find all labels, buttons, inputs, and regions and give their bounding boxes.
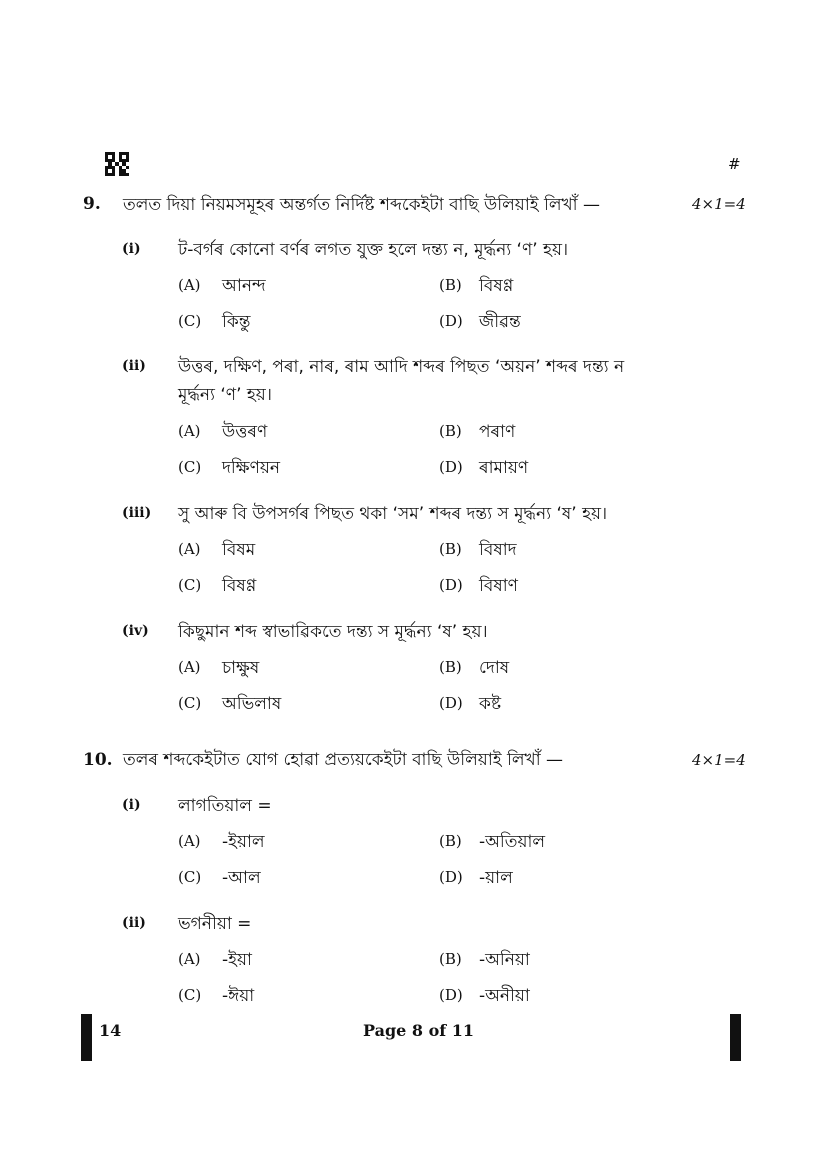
option-text: উত্তৰণ <box>222 422 268 442</box>
option-letter: (B) <box>439 276 462 294</box>
option-letter: (D) <box>439 312 463 330</box>
option-text: -ইয়াল <box>222 832 265 852</box>
option-letter: (C) <box>178 458 202 476</box>
sub-question-text: লাগতিয়াল = <box>178 796 272 816</box>
option-letter: (B) <box>439 950 462 968</box>
question-number: 9. <box>83 194 101 214</box>
sub-question-text: ট-বৰ্গৰ কোনো বৰ্ণৰ লগত যুক্ত হলে দন্ত্য ন, মূৰ্দ্ধন্য ‘ণ’ হয়। <box>178 240 569 260</box>
option-text: -আল <box>222 868 261 888</box>
option-text: কষ্ট <box>479 694 502 714</box>
sub-question-text: উত্তৰ, দক্ষিণ, পৰা, নাৰ, ৰাম আদি শব্দৰ পিছত ‘অয়ন’ শব্দৰ দন্ত্য ন <box>178 357 625 377</box>
paper-code: 14 <box>99 1021 122 1040</box>
option-text: দোষ <box>479 658 510 678</box>
option-letter: (C) <box>178 694 202 712</box>
option-text: কিন্তু <box>222 312 251 332</box>
option-letter: (B) <box>439 658 462 676</box>
option-letter: (D) <box>439 458 463 476</box>
question-number: 10. <box>83 750 113 770</box>
option-text: -অতিয়াল <box>479 832 546 852</box>
option-letter: (B) <box>439 422 462 440</box>
option-text: -য়াল <box>479 868 513 888</box>
option-text: জীৱন্ত <box>479 312 521 332</box>
question-text: তলত দিয়া নিয়মসমূহৰ অন্তৰ্গত নিৰ্দিষ্ট শব্দকেইটা বাছি উলিয়াই লিখাঁ — <box>123 195 601 215</box>
sub-question-text: সু আৰু বি উপসৰ্গৰ পিছত থকা ‘সম’ শব্দৰ দন্ত্য স মূৰ্দ্ধন্য ‘ষ’ হয়। <box>178 504 608 524</box>
sub-question-label: (iii) <box>122 505 152 521</box>
option-letter: (C) <box>178 868 202 886</box>
corner-mark: # <box>728 155 741 173</box>
option-letter: (A) <box>178 422 201 440</box>
option-text: পৰাণ <box>479 422 516 442</box>
option-text: বিষণ্ণ <box>479 276 514 296</box>
option-letter: (A) <box>178 540 201 558</box>
option-text: ৰামায়ণ <box>479 458 529 478</box>
option-letter: (C) <box>178 986 202 1004</box>
option-text: বিষম <box>222 540 256 560</box>
option-letter: (C) <box>178 312 202 330</box>
option-text: -অনীয়া <box>479 986 530 1006</box>
question-marks: 4×1=4 <box>692 751 746 769</box>
question-text: তলৰ শব্দকেইটাত যোগ হোৱা প্ৰত্যয়কেইটা বাছি উলিয়াই লিখাঁ — <box>123 750 564 770</box>
option-text: -ইয়া <box>222 950 252 970</box>
option-text: অভিলাষ <box>222 694 282 714</box>
option-text: বিষণ্ণ <box>222 576 257 596</box>
sub-question-label: (ii) <box>122 358 146 374</box>
sub-question-text: মূৰ্দ্ধন্য ‘ণ’ হয়। <box>178 385 272 405</box>
option-text: আনন্দ <box>222 276 266 296</box>
sub-question-label: (i) <box>122 797 141 813</box>
option-text: দক্ষিণয়ন <box>222 458 281 478</box>
option-text: -ঈয়া <box>222 986 255 1006</box>
option-letter: (D) <box>439 986 463 1004</box>
option-letter: (B) <box>439 832 462 850</box>
option-text: -অনিয়া <box>479 950 530 970</box>
option-letter: (A) <box>178 832 201 850</box>
option-text: বিষাদ <box>479 540 517 560</box>
left-margin-bar <box>81 1014 92 1061</box>
option-text: চাক্ষুষ <box>222 658 260 678</box>
option-letter: (D) <box>439 694 463 712</box>
page-number: Page 8 of 11 <box>363 1021 474 1040</box>
sub-question-label: (ii) <box>122 915 146 931</box>
sub-question-text: ভগনীয়া = <box>178 914 252 934</box>
question-marks: 4×1=4 <box>692 195 746 213</box>
option-letter: (C) <box>178 576 202 594</box>
option-letter: (D) <box>439 576 463 594</box>
option-letter: (A) <box>178 658 201 676</box>
option-text: বিষাণ <box>479 576 518 596</box>
option-letter: (D) <box>439 868 463 886</box>
sub-question-label: (iv) <box>122 623 149 639</box>
qr-code-icon <box>105 152 129 176</box>
sub-question-label: (i) <box>122 241 141 257</box>
option-letter: (A) <box>178 276 201 294</box>
option-letter: (B) <box>439 540 462 558</box>
sub-question-text: কিছুমান শব্দ স্বাভাৱিকতে দন্ত্য স মূৰ্দ্ধন্য ‘ষ’ হয়। <box>178 622 488 642</box>
right-margin-bar <box>730 1014 741 1061</box>
option-letter: (A) <box>178 950 201 968</box>
